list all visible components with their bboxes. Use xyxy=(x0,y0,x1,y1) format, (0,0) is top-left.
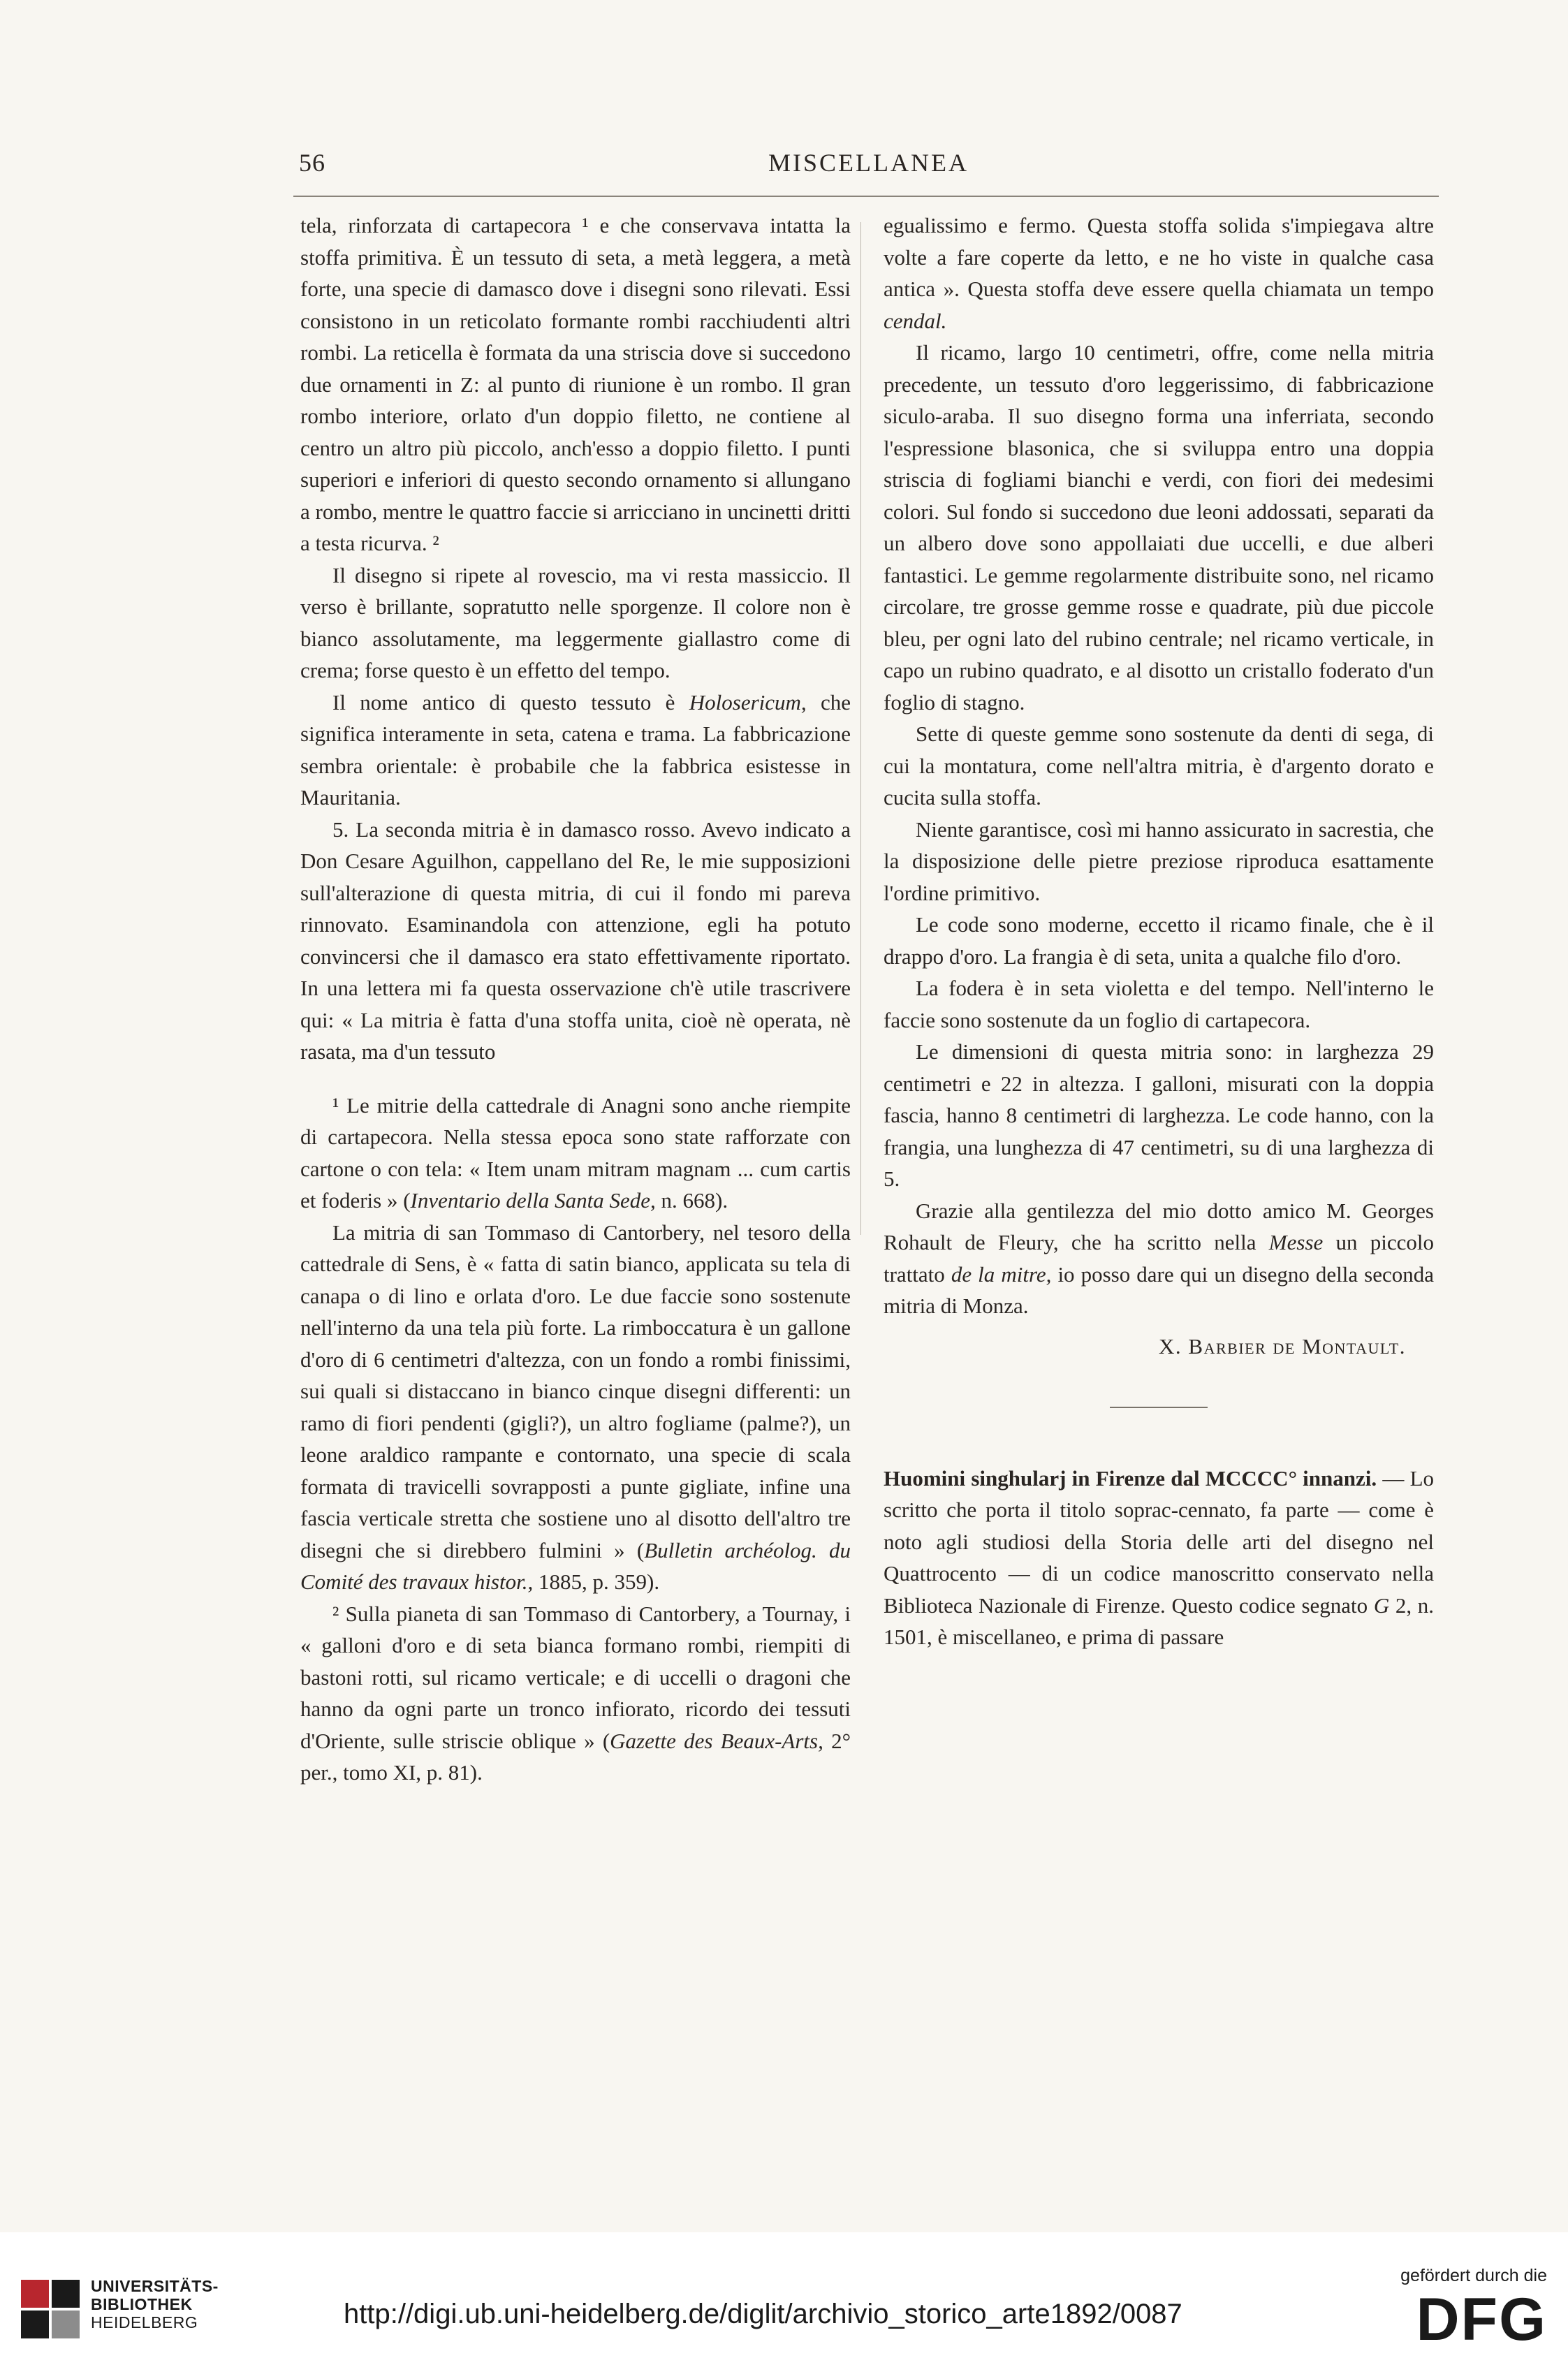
right-paragraph-9: Huomini singhularj in Firenze dal MCCCC° innanzi. — Lo scritto che porta il titolo soprac-cennato, fa parte — come è noto agli studiosi della Storia delle arti del disegno nel Quattrocento — di un codice manoscritto conservato nella Biblioteca Nazionale di Firenze. Questo codice segnato G 2, n. 1501, è miscellaneo, e prima di passare xyxy=(884,1465,1435,1649)
right-paragraph-8: Grazie alla gentilezza del mio dotto amico M. Georges Rohault de Fleury, che ha scritto nella Messe un piccolo trattato de la mitre, io posso dare qui un disegno della seconda mitria di Monza. xyxy=(884,1198,1435,1318)
right-paragraph-7: Le dimensioni di questa mitria sono: in larghezza 29 centimetri e 22 in altezza. I galloni, misurati con la doppia fascia, hanno 8 centimetri di larghezza. Le code hanno, con la frangia, una lunghezza di 47 centimetri, su di una larghezza di 5. xyxy=(884,1039,1434,1191)
right-paragraph-3: Sette di queste gemme sono sostenute da denti di sega, di cui la montatura, come nell'altra mitria, è d'argento dorato e cucita sulla stoffa. xyxy=(884,722,1434,810)
right-paragraph-4: Niente garantisce, così mi hanno assicurato in sacrestia, che la disposizione delle pietre preziose riproduca esattamente l'ordine primitivo. xyxy=(884,816,1435,905)
digitization-footer xyxy=(0,2232,1568,2358)
section-separator xyxy=(1110,1407,1208,1408)
page-header xyxy=(293,148,1439,190)
page-number: 56 xyxy=(299,149,325,177)
right-paragraph-1: egualissimo e fermo. Questa stoffa solida s'impiegava altre volte a fare coperte da letto, e ne ho viste in qualche casa antica ». Questa stoffa deve essere quella chiamata un tempo cendal. xyxy=(884,213,1434,333)
left-paragraph-3: Il nome antico di questo tessuto è Holosericum, che significa interamente in seta, catena e trama. La fabbricazione sembra orientale: è probabile che la fabbrica esistesse in Mauritania. xyxy=(300,689,851,810)
right-column xyxy=(884,210,1434,1653)
permalink-url[interactable]: http://digi.ub.uni-heidelberg.de/diglit/archivio_storico_arte1892/0087 xyxy=(344,2299,1182,2329)
holosericum-term: Holosericum, xyxy=(689,689,807,715)
left-paragraph-1: tela, rinforzata di cartapecora ¹ e che conservava intatta la stoffa primitiva. È un tessuto di seta, a metà leggera, a metà forte, una specie di damasco dove i disegni sono rilevati. Essi consistono in un reticolato formante rombi racchiudenti altri rombi. La reticella è formata da una striscia dove si succedono due ornamenti in Z: al punto di riunione è un rombo. Il gran rombo interiore, orlato d'un doppio filetto, ne contiene al centro un altro più piccolo, anch'esso a doppio filetto. I punti superiori e inferiori di questo secondo ornamento si allungano a rombo, mentre le quattro faccie si arricciano in uncinetti dritti a testa ricurva. ² xyxy=(300,213,851,555)
dfg-logo: DFG xyxy=(1416,2286,1547,2353)
university-library-logo-icon xyxy=(15,2274,85,2344)
footnote-1: ¹ Le mitrie della cattedrale di Anagni sono anche riempite di cartapecora. Nella stessa epoca sono state rafforzate con cartone o con tela: « Item unam mitram magnam ... cum cartis et foderis » (Inventario della Santa Sede, n. 668). xyxy=(300,1092,851,1213)
right-paragraph-6: La fodera è in seta violetta e del tempo. Nell'interno le faccie sono sostenute da un foglio di cartapecora. xyxy=(884,976,1434,1032)
right-paragraph-2: Il ricamo, largo 10 centimetri, offre, come nella mitria precedente, un tessuto d'oro leggerissimo, di fabbricazione siculo-araba. Il suo disegno forma una inferriata, secondo l'espressione blasonica, che si sviluppa entro una doppia striscia di fogliami bianchi e verdi, con fiori dei medesimi colori. Sul fondo si succedono due leoni addossati, separati da un albero dove sono appollaiati due uccelli, e due alberi fantastici. Le gemme regolarmente distribuite sono, nel ricamo circolare, tre grosse gemme rosse e quadrate, più due piccole bleu, per ogni lato del rubino centrale; nel ricamo verticale, in capo un rubino quadrato, e al disotto un cristallo foderato d'un foglio di stagno. xyxy=(884,340,1434,715)
left-column xyxy=(300,210,851,1789)
section-title: Huomini singhularj in Firenze dal MCCCC° innanzi. xyxy=(884,1465,1377,1491)
running-head: MISCELLANEA xyxy=(768,149,969,177)
header-rule xyxy=(293,196,1439,197)
footnote-2: ² Sulla pianeta di san Tommaso di Cantorbery, a Tournay, i « galloni d'oro e di seta bianca formano rombi, riempiti di bastoni rotti, sul ricamo verticale; e di uccelli o dragoni che hanno da ogni parte un tronco infiorato, ricordo dei tessuti d'Oriente, sulle striscie oblique » (Gazette des Beaux-Arts, 2° per., tomo XI, p. 81). xyxy=(300,1601,851,1785)
left-paragraph-4: 5. La seconda mitria è in damasco rosso. Avevo indicato a Don Cesare Aguilhon, cappellano del Re, le mie supposizioni sull'alterazione di questa mitria, di cui il fondo mi pareva rinnovato. Esaminandola con attenzione, egli ha potuto convincersi che il damasco era stato effettivamente riportato. In una lettera mi fa questa osservazione ch'è utile trascrivere qui: « La mitria è fatta d'una stoffa unita, cioè nè operata, nè rasata, ma d'un tessuto xyxy=(300,816,851,1064)
author-signature: X. Barbier de Montault. xyxy=(1159,1333,1406,1359)
cendal-term: cendal. xyxy=(884,308,947,333)
right-paragraph-5: Le code sono moderne, eccetto il ricamo finale, che è il drappo d'oro. La frangia è di seta, unita a qualche filo d'oro. xyxy=(884,912,1434,969)
funding-label: gefördert durch die xyxy=(1400,2266,1547,2285)
footnote-1-continued: La mitria di san Tommaso di Cantorbery, nel tesoro della cattedrale di Sens, è « fatta di satin bianco, applicata su tela di canapa o di lino e orlata d'oro. Le due faccie sono sostenute nell'interno da una tela più forte. La rimboccatura è un gallone d'oro di 6 centimetri d'altezza, con un fondo a rombi finissimi, sui quali si distaccano in bianco cinque disegni differenti: un ramo di fiori pendenti (gigli?), un altro fogliame (palme?), un leone araldico rampante e contornato, una specie di scala formata di travicelli sovrapposti a punte gigliate, infine una fascia verticale stretta che sostiene uno al disotto dell'altro tre disegni che si direbbero fulmini » (Bulletin archéolog. du Comité des travaux histor., 1885, p. 359). xyxy=(300,1220,851,1594)
left-paragraph-2: Il disegno si ripete al rovescio, ma vi resta massiccio. Il verso è brillante, sopratutto nelle sporgenze. Il colore non è bianco assolutamente, ma leggermente giallastro come di crema; forse questo è un effetto del tempo. xyxy=(300,562,851,682)
library-name: UNIVERSITÄTS- BIBLIOTHEK HEIDELBERG xyxy=(91,2277,219,2331)
column-divider xyxy=(860,222,861,1235)
